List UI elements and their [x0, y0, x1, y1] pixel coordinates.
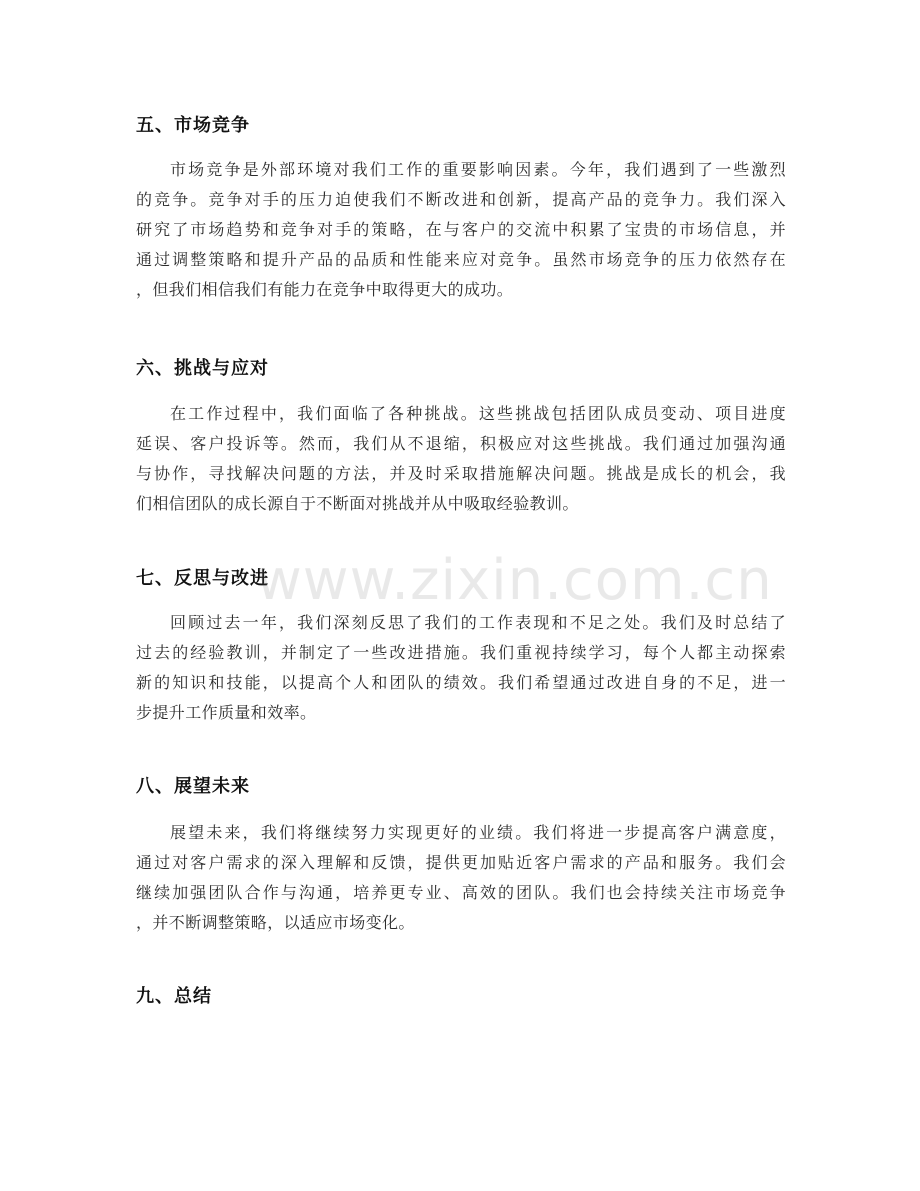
paragraph-line: ，并不断调整策略，以适应市场变化。 [136, 913, 415, 932]
paragraph-line: 在工作过程中，我们面临了各种挑战。这些挑战包括团队成员变动、项目进度 [170, 404, 786, 423]
paragraph-line: 回顾过去一年，我们深刻反思了我们的工作表现和不足之处。我们及时总结了 [170, 613, 786, 632]
paragraph-line: 与协作，寻找解决问题的方法，并及时采取措施解决问题。挑战是成长的机会，我 [136, 464, 786, 483]
paragraph-line: 们相信团队的成长源自于不断面对挑战并从中吸取经验教训。 [136, 494, 579, 513]
paragraph-line: 通过调整策略和提升产品的品质和性能来应对竞争。虽然市场竞争的压力依然存在 [136, 250, 786, 269]
paragraph-line: 市场竞争是外部环境对我们工作的重要影响因素。今年，我们遇到了一些激烈 [170, 160, 786, 179]
paragraph-line: 研究了市场趋势和竞争对手的策略，在与客户的交流中积累了宝贵的市场信息，并 [136, 220, 786, 239]
paragraph-line: 的竞争。竞争对手的压力迫使我们不断改进和创新，提高产品的竞争力。我们深入 [136, 190, 786, 209]
section-heading-outlook: 八、展望未来 [136, 776, 250, 797]
paragraph-line: ，但我们相信我们有能力在竞争中取得更大的成功。 [136, 280, 514, 299]
paragraph-reflection [136, 608, 786, 728]
section-heading-summary: 九、总结 [136, 986, 212, 1007]
paragraph-line: 展望未来，我们将继续努力实现更好的业绩。我们将进一步提高客户满意度， [170, 823, 786, 842]
section-heading-reflection: 七、反思与改进 [136, 568, 269, 589]
paragraph-market-competition [136, 155, 786, 305]
paragraph-challenges [136, 399, 786, 519]
paragraph-line: 步提升工作质量和效率。 [136, 703, 317, 722]
paragraph-line: 通过对客户需求的深入理解和反馈，提供更加贴近客户需求的产品和服务。我们会 [136, 853, 786, 872]
paragraph-line: 继续加强团队合作与沟通，培养更专业、高效的团队。我们也会持续关注市场竞争 [136, 883, 786, 902]
paragraph-line: 延误、客户投诉等。然而，我们从不退缩，积极应对这些挑战。我们通过加强沟通 [136, 434, 786, 453]
paragraph-outlook [136, 818, 786, 938]
paragraph-line: 新的知识和技能，以提高个人和团队的绩效。我们希望通过改进自身的不足，进一 [136, 673, 786, 692]
section-heading-challenges: 六、挑战与应对 [136, 358, 269, 379]
paragraph-line: 过去的经验教训，并制定了一些改进措施。我们重视持续学习，每个人都主动探索 [136, 643, 786, 662]
section-heading-market-competition: 五、市场竞争 [136, 115, 250, 136]
watermark: www.zixin.com.cn [256, 548, 773, 613]
